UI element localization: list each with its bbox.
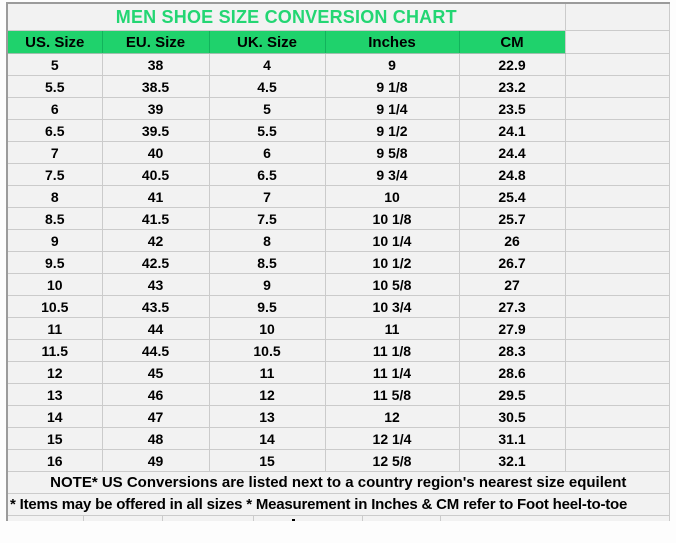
- size-cell: 9 1/4: [325, 98, 459, 120]
- size-cell: 10 1/4: [325, 230, 459, 252]
- size-cell: 25.4: [459, 186, 565, 208]
- empty-cell: [565, 252, 669, 274]
- size-cell: 11: [325, 318, 459, 340]
- size-cell: 41: [102, 186, 209, 208]
- empty-cell: [565, 450, 669, 472]
- size-cell: 8: [209, 230, 325, 252]
- size-cell: 38: [102, 54, 209, 76]
- table-row: [7, 98, 669, 120]
- table-row: [7, 274, 669, 296]
- size-cell: 10 1/8: [325, 208, 459, 230]
- table-row: [7, 340, 669, 362]
- grid-divider: [162, 516, 163, 521]
- empty-cell: [565, 340, 669, 362]
- note-text-1: NOTE* US Conversions are listed next to a country region's nearest size equilent: [7, 472, 669, 494]
- empty-cell: [565, 186, 669, 208]
- column-header-cm: CM: [459, 31, 565, 54]
- column-header-inches: Inches: [325, 31, 459, 54]
- empty-cell: [565, 428, 669, 450]
- empty-cell: [565, 120, 669, 142]
- empty-cell: [565, 142, 669, 164]
- size-table-body: [7, 54, 669, 472]
- empty-cell: [565, 362, 669, 384]
- size-cell: 8: [7, 186, 102, 208]
- size-cell: 24.8: [459, 164, 565, 186]
- size-cell: 40: [102, 142, 209, 164]
- size-cell: 15: [7, 428, 102, 450]
- empty-cell: [565, 3, 669, 31]
- size-cell: 12: [209, 384, 325, 406]
- table-header-row: [7, 31, 669, 54]
- size-cell: 49: [102, 450, 209, 472]
- size-cell: 23.2: [459, 76, 565, 98]
- empty-cell: [565, 164, 669, 186]
- table-row: [7, 450, 669, 472]
- size-cell: 28.6: [459, 362, 565, 384]
- size-cell: 27.3: [459, 296, 565, 318]
- empty-cell: [565, 98, 669, 120]
- grid-divider: [362, 516, 363, 521]
- size-cell: 28.3: [459, 340, 565, 362]
- table-row: [7, 186, 669, 208]
- empty-cell: [565, 76, 669, 98]
- partial-next-row: [7, 516, 669, 522]
- size-cell: 11.5: [7, 340, 102, 362]
- size-cell: 12: [7, 362, 102, 384]
- table-row: [7, 296, 669, 318]
- table-row: [7, 76, 669, 98]
- table-row: [7, 230, 669, 252]
- note-row-1: [7, 472, 669, 494]
- size-cell: 10 3/4: [325, 296, 459, 318]
- size-cell: 7.5: [7, 164, 102, 186]
- size-cell: 9 3/4: [325, 164, 459, 186]
- partial-row-cell: [7, 516, 669, 522]
- size-cell: 9 1/2: [325, 120, 459, 142]
- size-cell: 23.5: [459, 98, 565, 120]
- grid-divider: [83, 516, 84, 521]
- column-header-eu-size: EU. Size: [102, 31, 209, 54]
- size-cell: 7.5: [209, 208, 325, 230]
- size-cell: 41.5: [102, 208, 209, 230]
- size-cell: 47: [102, 406, 209, 428]
- note-text-2: * Items may be offered in all sizes * Measurement in Inches & CM refer to Foot heel-to-toe: [7, 494, 669, 516]
- size-cell: 12 1/4: [325, 428, 459, 450]
- empty-cell: [565, 318, 669, 340]
- size-cell: 29.5: [459, 384, 565, 406]
- size-cell: 32.1: [459, 450, 565, 472]
- size-cell: 13: [209, 406, 325, 428]
- table-row: [7, 406, 669, 428]
- table-row: [7, 54, 669, 76]
- note-row-2: [7, 494, 669, 516]
- size-cell: 31.1: [459, 428, 565, 450]
- table-row: [7, 384, 669, 406]
- size-cell: 9: [325, 54, 459, 76]
- size-cell: 10 1/2: [325, 252, 459, 274]
- size-cell: 22.9: [459, 54, 565, 76]
- size-cell: 13: [7, 384, 102, 406]
- size-cell: 5: [209, 98, 325, 120]
- size-cell: 15: [209, 450, 325, 472]
- size-cell: 16: [7, 450, 102, 472]
- size-cell: 10 5/8: [325, 274, 459, 296]
- table-row: [7, 120, 669, 142]
- size-cell: 43: [102, 274, 209, 296]
- size-cell: 25.7: [459, 208, 565, 230]
- table-row: [7, 252, 669, 274]
- size-cell: 14: [209, 428, 325, 450]
- size-cell: 11 1/4: [325, 362, 459, 384]
- grid-divider: [440, 516, 441, 521]
- size-cell: 6: [7, 98, 102, 120]
- page-title: MEN SHOE SIZE CONVERSION CHART: [7, 3, 565, 31]
- size-cell: 5: [7, 54, 102, 76]
- size-cell: 9 1/8: [325, 76, 459, 98]
- empty-cell: [565, 208, 669, 230]
- size-cell: 24.4: [459, 142, 565, 164]
- size-cell: 8.5: [7, 208, 102, 230]
- size-cell: 4.5: [209, 76, 325, 98]
- size-cell: 39: [102, 98, 209, 120]
- size-cell: 46: [102, 384, 209, 406]
- table-row: [7, 142, 669, 164]
- size-cell: 9.5: [209, 296, 325, 318]
- size-cell: 44.5: [102, 340, 209, 362]
- size-cell: 10.5: [7, 296, 102, 318]
- empty-cell: [565, 296, 669, 318]
- size-cell: 11 1/8: [325, 340, 459, 362]
- size-cell: 48: [102, 428, 209, 450]
- empty-cell: [565, 406, 669, 428]
- size-cell: 9: [7, 230, 102, 252]
- size-cell: 38.5: [102, 76, 209, 98]
- size-cell: 27.9: [459, 318, 565, 340]
- size-cell: 40.5: [102, 164, 209, 186]
- size-cell: 6.5: [209, 164, 325, 186]
- size-cell: 44: [102, 318, 209, 340]
- size-cell: 42.5: [102, 252, 209, 274]
- size-cell: 11 5/8: [325, 384, 459, 406]
- size-cell: 27: [459, 274, 565, 296]
- size-cell: 14: [7, 406, 102, 428]
- column-header-uk-size: UK. Size: [209, 31, 325, 54]
- size-cell: 9 5/8: [325, 142, 459, 164]
- size-cell: 10: [325, 186, 459, 208]
- size-cell: 26.7: [459, 252, 565, 274]
- empty-cell: [565, 230, 669, 252]
- size-cell: 11: [7, 318, 102, 340]
- size-cell: 39.5: [102, 120, 209, 142]
- size-cell: 10: [7, 274, 102, 296]
- size-cell: 12: [325, 406, 459, 428]
- empty-cell: [565, 274, 669, 296]
- table-row: [7, 362, 669, 384]
- size-cell: 5.5: [7, 76, 102, 98]
- size-cell: 7: [209, 186, 325, 208]
- size-cell: 42: [102, 230, 209, 252]
- size-cell: 45: [102, 362, 209, 384]
- clipped-text-fragment: [292, 519, 295, 521]
- size-cell: 12 5/8: [325, 450, 459, 472]
- size-cell: 26: [459, 230, 565, 252]
- size-cell: 6.5: [7, 120, 102, 142]
- empty-cell: [565, 54, 669, 76]
- size-cell: 9.5: [7, 252, 102, 274]
- size-cell: 4: [209, 54, 325, 76]
- size-cell: 43.5: [102, 296, 209, 318]
- empty-cell: [565, 31, 669, 54]
- title-row: [7, 3, 669, 31]
- size-cell: 30.5: [459, 406, 565, 428]
- size-cell: 10.5: [209, 340, 325, 362]
- grid-divider: [253, 516, 254, 521]
- size-cell: 7: [7, 142, 102, 164]
- table-row: [7, 164, 669, 186]
- size-cell: 8.5: [209, 252, 325, 274]
- column-header-us-size: US. Size: [7, 31, 102, 54]
- size-cell: 6: [209, 142, 325, 164]
- size-cell: 5.5: [209, 120, 325, 142]
- table-row: [7, 318, 669, 340]
- size-cell: 9: [209, 274, 325, 296]
- table-row: [7, 208, 669, 230]
- size-cell: 24.1: [459, 120, 565, 142]
- empty-cell: [565, 384, 669, 406]
- size-cell: 10: [209, 318, 325, 340]
- size-cell: 11: [209, 362, 325, 384]
- shoe-size-conversion-table: [6, 2, 670, 521]
- table-row: [7, 428, 669, 450]
